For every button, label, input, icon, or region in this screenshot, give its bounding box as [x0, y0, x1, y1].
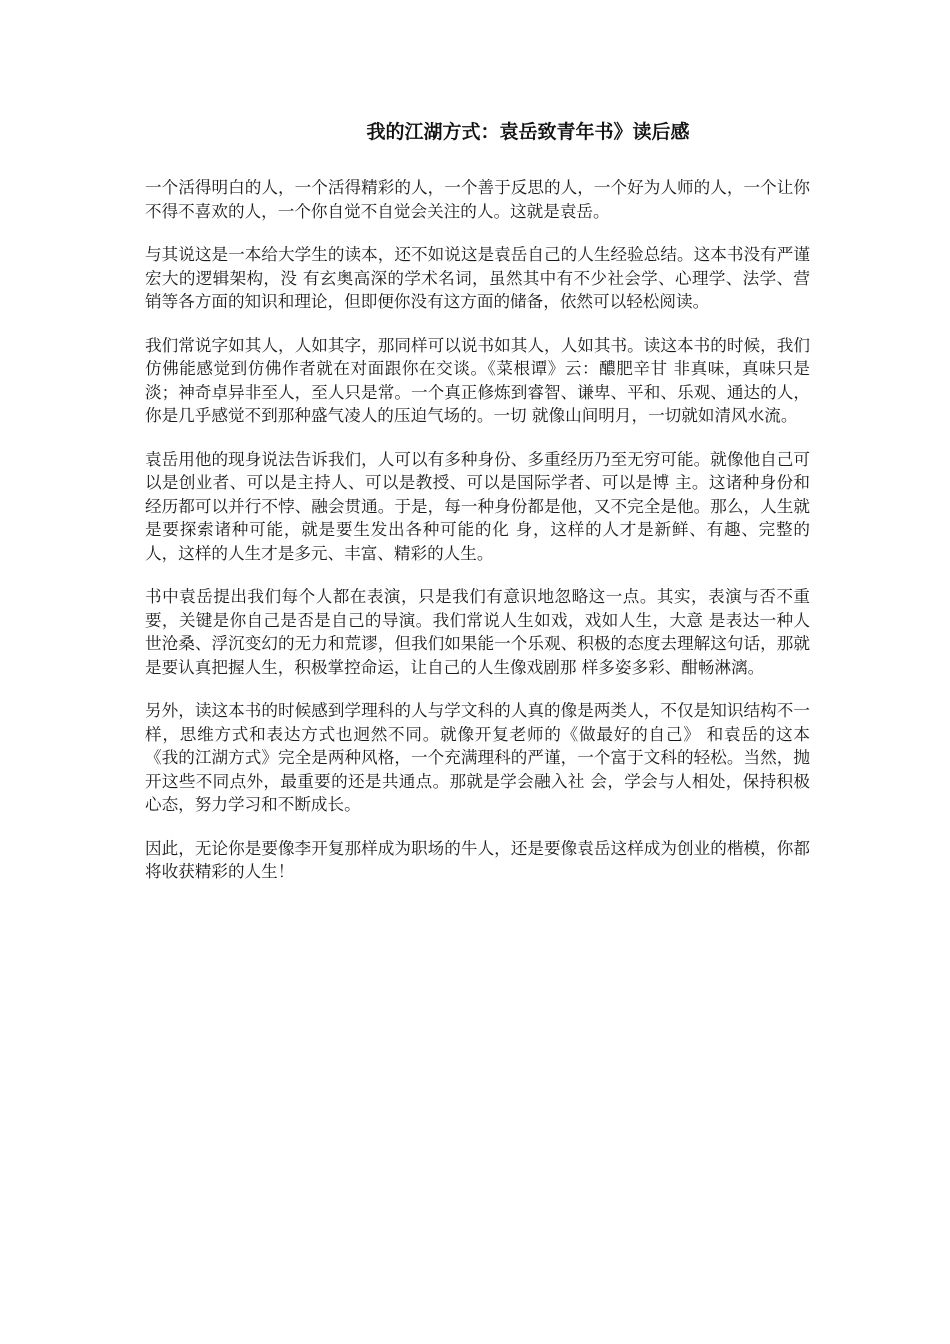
paragraph: 袁岳用他的现身说法告诉我们，人可以有多种身份、多重经历乃至无穷可能。就像他自己可以是创业者、可以是主持人、可以是教授、可以是国际学者、可以是博 主。这诸种身份和经历都可以并行不悖、融会贯通。于是，每一种身份都是他，又不完全是他。那么，人生就是要探索诸种可能，就是要生发出各种可能的化 身，这样的人才是新鲜、有趣、完整的人，这样的人生才是多元、丰富、精彩的人生。	[145, 449, 810, 563]
paragraph: 另外，读这本书的时候感到学理科的人与学文科的人真的像是两类人，不仅是知识结构不一样，思维方式和表达方式也迥然不同。就像开复老师的《做最好的自己》 和袁岳的这本《我的江湖方式》完全是两种风格，一个充满理科的严谨，一个富于文科的轻松。当然，抛开这些不同点外，最重要的还是共通点。那就是学会融入社 会，学会与人相处，保持积极心态，努力学习和不断成长。	[145, 701, 810, 814]
page-title: 我的江湖方式：袁岳致青年书》读后感	[366, 121, 690, 143]
document-body	[145, 176, 810, 904]
paragraph: 一个活得明白的人，一个活得精彩的人，一个善于反思的人，一个好为人师的人，一个让你不得不喜欢的人，一个你自觉不自觉会关注的人。这就是袁岳。	[145, 178, 810, 221]
paragraph: 因此，无论你是要像李开复那样成为职场的牛人，还是要像袁岳这样成为创业的楷模，你都将收获精彩的人生！	[145, 838, 810, 881]
paragraph: 与其说这是一本给大学生的读本，还不如说这是袁岳自己的人生经验总结。这本书没有严谨宏大的逻辑架构，没 有玄奥高深的学术名词，虽然其中有不少社会学、心理学、法学、营销等各方面的知识和理论，但即便你没有这方面的储备，依然可以轻松阅读。	[145, 245, 810, 311]
paragraph: 我们常说字如其人，人如其字，那同样可以说书如其人，人如其书。读这本书的时候，我们仿佛能感觉到仿佛作者就在对面跟你在交谈。《菜根谭》云：醲肥辛甘 非真味，真味只是淡；神奇卓异非至人，至人只是常。一个真正修炼到睿智、谦卑、平和、乐观、通达的人，你是几乎感觉不到那种盛气凌人的压迫气场的。一切 就像山间明月，一切就如清风水流。	[145, 335, 810, 425]
paragraph: 书中袁岳提出我们每个人都在表演，只是我们有意识地忽略这一点。其实，表演与否不重要，关键是你自己是否是自己的导演。我们常说人生如戏，戏如人生，大意 是表达一种人世沧桑、浮沉变幻的无力和荒谬，但我们如果能一个乐观、积极的态度去理解这句话，那就是要认真把握人生，积极掌控命运，让自己的人生像戏剧那 样多姿多彩、酣畅淋漓。	[145, 587, 810, 677]
